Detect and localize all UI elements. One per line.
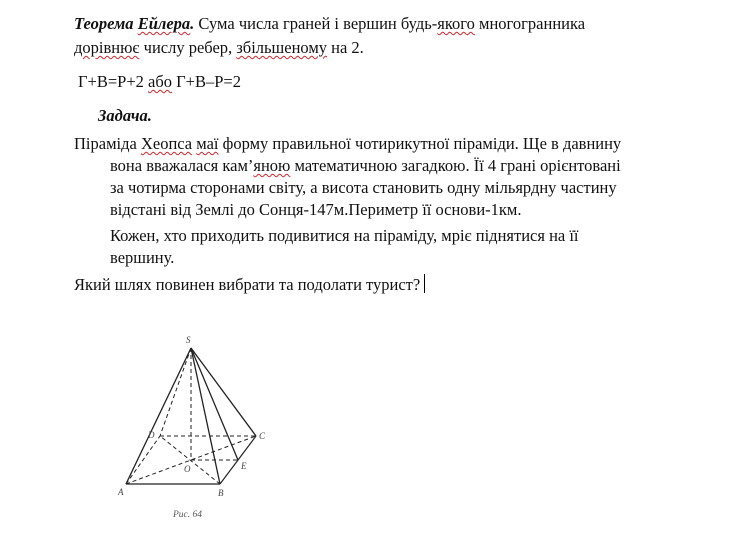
text-cursor <box>424 274 425 293</box>
theorem-line-2: дорівнює числу ребер, збільшеному на 2. <box>74 38 364 57</box>
euler-formula: Г+В=Р+2 або Г+В–Р=2 <box>78 72 241 91</box>
pyramid-figure <box>110 330 280 525</box>
edge-SD <box>160 348 191 436</box>
pyramid-drawing <box>110 330 280 525</box>
task-heading: Задача. <box>98 106 152 125</box>
task-paragraph-1-line-4: відстані від Землі до Сонця-147м.Периметр її основи-1км. <box>110 200 522 219</box>
label-B: B <box>218 488 224 498</box>
label-E: E <box>241 461 247 471</box>
task-paragraph-2-line-2: вершину. <box>110 248 175 267</box>
task-paragraph-1-line-1: Піраміда Хеопса маї форму правильної чотирикутної піраміди. Ще в давнину <box>74 134 622 153</box>
figure-caption: Рис. 64 <box>173 510 203 520</box>
label-A: A <box>118 487 124 497</box>
label-S: S <box>186 335 191 345</box>
task-paragraph-1-line-3: за чотирма сторонами світу, а висота становить одну мільярдну частину <box>110 178 617 197</box>
task-paragraph-1-line-2: вона вважалася кам’яною математичною загадкою. Її 4 грані орієнтовані <box>110 156 621 175</box>
task-question[interactable]: Який шлях повинен вибрати та подолати турист? <box>74 274 425 295</box>
edge-AD <box>126 436 160 484</box>
apothem-SE <box>191 348 238 460</box>
label-D: D <box>148 430 155 440</box>
label-O: O <box>184 464 191 474</box>
label-C: C <box>259 431 266 441</box>
task-paragraph-2-line-1: Кожен, хто приходить подивитися на піраміду, мріє піднятися на її <box>110 226 579 245</box>
theorem-line-1: Теорема Ейлера. Сума числа граней і вершин будь-якого многогранника <box>74 14 586 33</box>
theorem-title: Теорема Ейлера. <box>74 14 195 33</box>
